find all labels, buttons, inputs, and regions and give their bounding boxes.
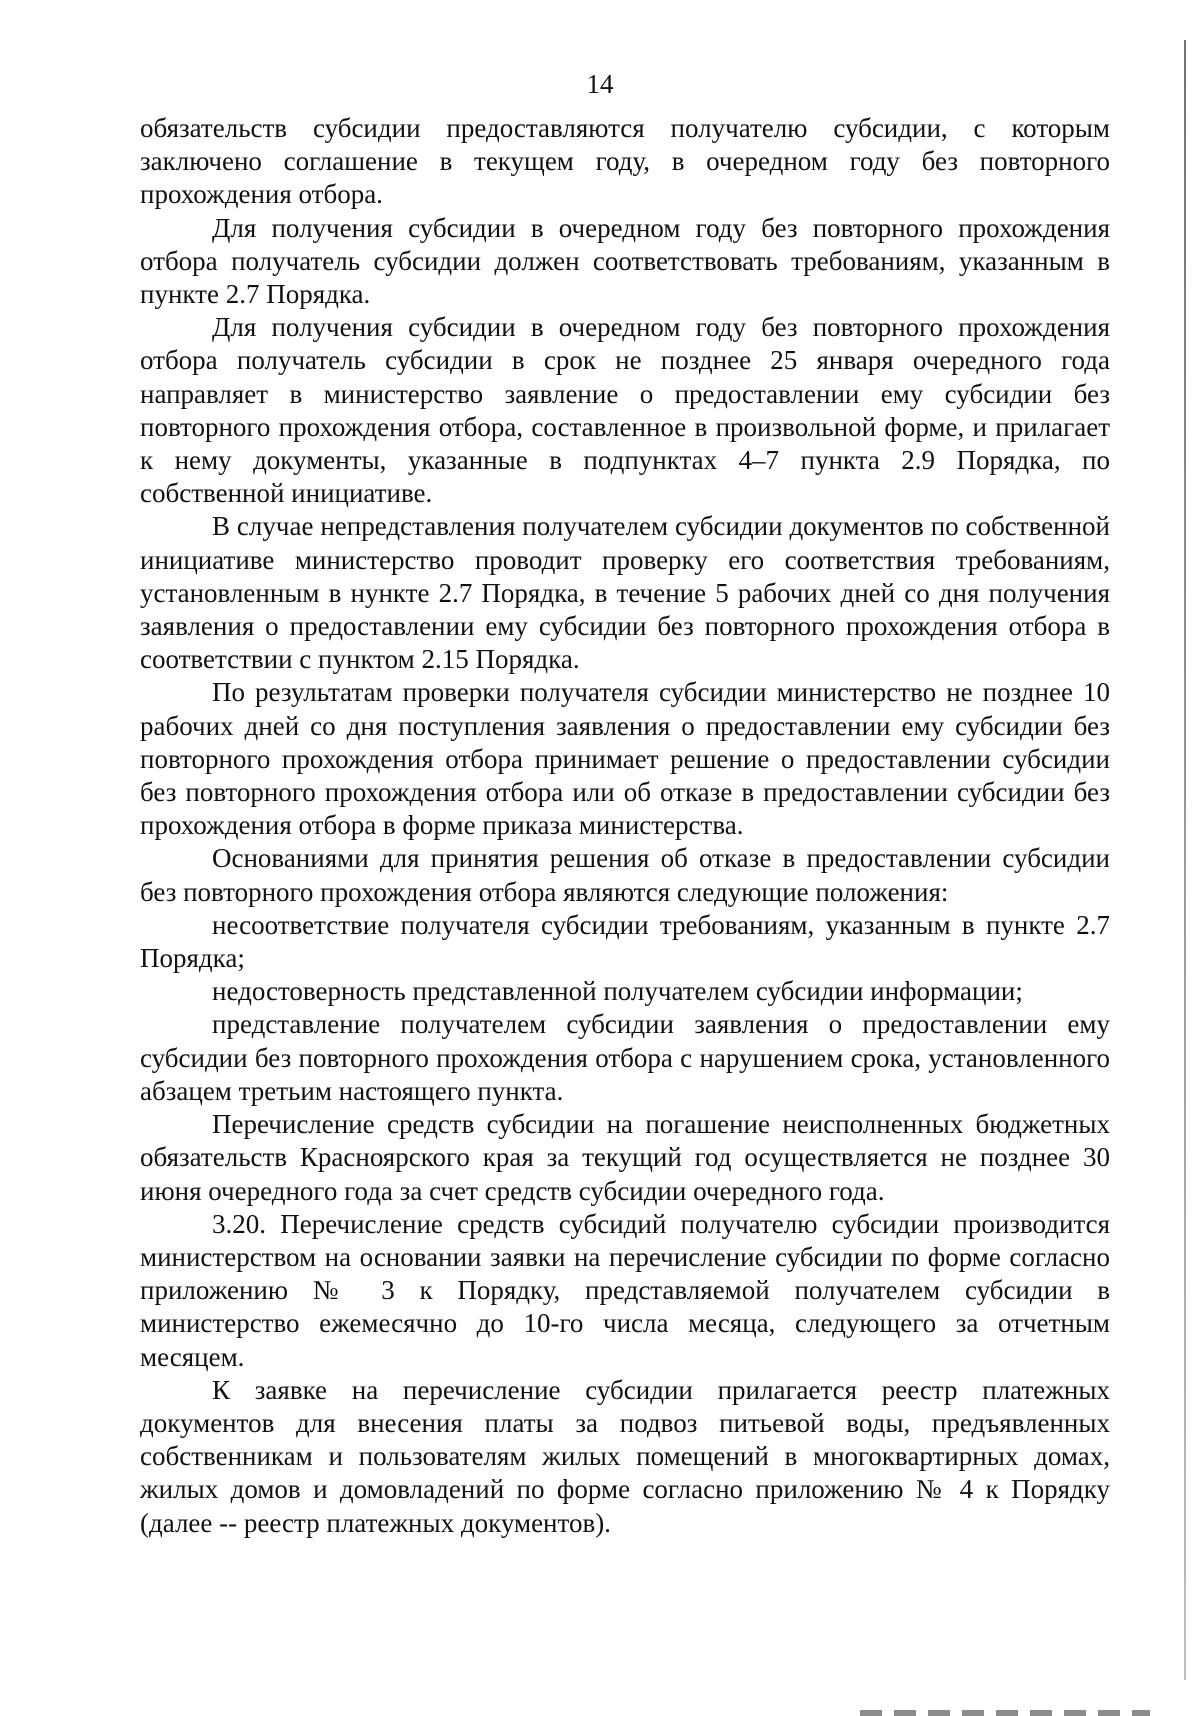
list-item-2: недостоверность представленной получателем субсидии информации; (212, 976, 1023, 1007)
paragraph-4: В случае непредставления получателем субсидии документов по собственной инициативе министерство проводит проверку его соответствия требованиям, установленным в нункте 2.7 Порядка, в течение 5 рабочих дней со дня получения заявления о предоставлении ему субсидии без повторного прохождения отбора в соответствии с пунктом 2.15 Порядка. (140, 511, 1110, 675)
paragraph-1: обязательств субсидии предоставляются получателю субсидии, с которым заключено соглашение в текущем году, в очередном году без повторного прохождения отбора. (140, 113, 1110, 210)
scan-artifact-marks (860, 1710, 1150, 1716)
paragraph-8: 3.20. Перечисление средств субсидий получателю субсидии производится министерством на основании заявки на перечисление субсидии по форме согласно приложению № 3 к Порядку, представляемой получателем субсидии в министерство ежемесячно до 10-го числа месяца, следующего за отчетным месяцем. (140, 1208, 1110, 1372)
paragraph-2: Для получения субсидии в очередном году без повторного прохождения отбора получатель субсидии должен соответствовать требованиям, указанным в пункте 2.7 Порядка. (140, 212, 1110, 310)
scan-edge-line (1184, 40, 1186, 1680)
list-item-3: представление получателем субсидии заявления о предоставлении ему субсидии без повторного прохождения отбора с нарушением срока, установленного абзацем третьим настоящего пункта. (140, 1009, 1110, 1106)
document-body (140, 112, 1110, 1540)
paragraph-6: Основаниями для принятия решения об отказе в предоставлении субсидии без повторного прохождения отбора являются следующие положения: (140, 843, 1110, 907)
paragraph-3: Для получения субсидии в очередном году без повторного прохождения отбора получатель субсидии в срок не позднее 25 января очередного года направляет в министерство заявление о предоставлении ему субсидии без повторного прохождения отбора, составленное в произвольной форме, и прилагает к нему документы, указанные в подпунктах 4–7 пункта 2.9 Порядка, по собственной инициативе. (140, 312, 1110, 509)
page-number: 14 (586, 69, 614, 99)
paragraph-7: Перечисление средств субсидии на погашение неисполненных бюджетных обязательств Красноярского края за текущий год осуществляется не позднее 30 июня очередного года за счет средств субсидии очередного года. (140, 1109, 1110, 1206)
list-item-1: несоответствие получателя субсидии требованиям, указанным в пункте 2.7 Порядка; (140, 909, 1110, 974)
paragraph-9: К заявке на перечисление субсидии прилагается реестр платежных документов для внесения платы за подвоз питьевой воды, предъявленных собственникам и пользователям жилых помещений в многоквартирных домах, жилых домов и домовладений по форме согласно приложению № 4 к Порядку (далее -- реестр платежных документов). (140, 1374, 1110, 1538)
paragraph-5: По результатам проверки получателя субсидии министерство не позднее 10 рабочих дней со дня поступления заявления о предоставлении ему субсидии без повторного прохождения отбора принимает решение о предоставлении субсидии без повторного прохождения отбора или об отказе в предоставлении субсидии без прохождения отбора в форме приказа министерства. (140, 677, 1110, 841)
